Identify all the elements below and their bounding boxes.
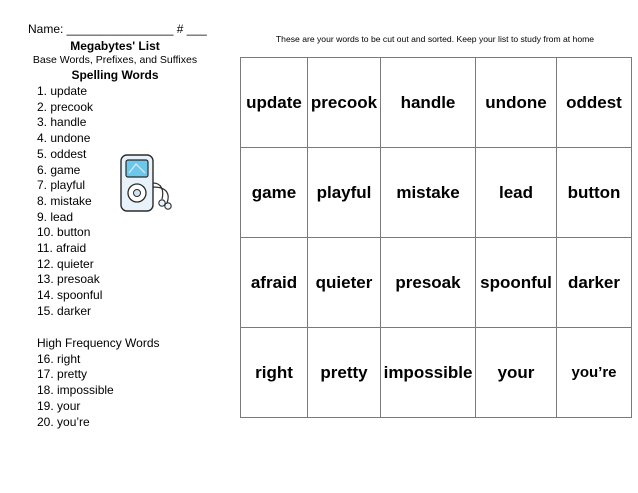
- word-card: mistake: [381, 148, 476, 238]
- list-item: 17. pretty: [37, 367, 88, 382]
- word-card: darker: [557, 238, 632, 328]
- list-item: 6. game: [37, 162, 81, 177]
- name-line: Name: ________________ # ___: [28, 22, 207, 36]
- list-item: 15. darker: [37, 303, 92, 318]
- word-card-grid: [240, 57, 632, 418]
- music-player-icon: [118, 153, 174, 215]
- word-card: undone: [476, 58, 557, 148]
- list-title: Megabytes' List: [70, 39, 160, 53]
- word-card: spoonful: [476, 238, 557, 328]
- list-item: 18. impossible: [37, 383, 114, 398]
- list-item: 12. quieter: [37, 256, 94, 271]
- list-item: 14. spoonful: [37, 288, 103, 303]
- list-item: 20. you’re: [37, 414, 90, 429]
- list-item: 1. update: [37, 84, 88, 98]
- word-card: playful: [308, 148, 381, 238]
- word-card: update: [241, 58, 308, 148]
- instructions: These are your words to be cut out and sorted. Keep your list to study from at home: [275, 34, 595, 44]
- list-item: 16. right: [37, 351, 81, 366]
- spelling-word-list: [37, 84, 102, 320]
- list-item: 10. button: [37, 225, 91, 240]
- word-card: lead: [476, 148, 557, 238]
- list-item: 2. precook: [37, 99, 94, 114]
- list-subtitle: Base Words, Prefixes, and Suffixes: [32, 54, 198, 66]
- list-item: 7. playful: [37, 178, 86, 193]
- list-item: 3. handle: [37, 115, 87, 130]
- word-card: game: [241, 148, 308, 238]
- list-item: 9. lead: [37, 209, 74, 224]
- spelling-heading: Spelling Words: [71, 68, 159, 82]
- list-item: 13. presoak: [37, 272, 100, 287]
- table-row: [241, 328, 632, 418]
- word-card: oddest: [557, 58, 632, 148]
- word-card: your: [476, 328, 557, 418]
- table-row: [241, 58, 632, 148]
- word-card: afraid: [241, 238, 308, 328]
- high-frequency-heading: High Frequency Words: [37, 336, 160, 350]
- list-item: 8. mistake: [37, 193, 92, 208]
- list-item: 19. your: [37, 398, 81, 413]
- word-card: quieter: [308, 238, 381, 328]
- word-card: button: [557, 148, 632, 238]
- word-card: precook: [308, 58, 381, 148]
- list-item: 4. undone: [37, 131, 91, 146]
- table-row: [241, 148, 632, 238]
- word-card: handle: [381, 58, 476, 148]
- word-card: pretty: [308, 328, 381, 418]
- word-card: presoak: [381, 238, 476, 328]
- word-card: you’re: [557, 328, 632, 418]
- table-row: [241, 238, 632, 328]
- list-item: 11. afraid: [37, 241, 87, 256]
- word-card: right: [241, 328, 308, 418]
- word-card: impossible: [381, 328, 476, 418]
- high-frequency-list: [37, 336, 160, 430]
- list-item: 5. oddest: [37, 146, 87, 161]
